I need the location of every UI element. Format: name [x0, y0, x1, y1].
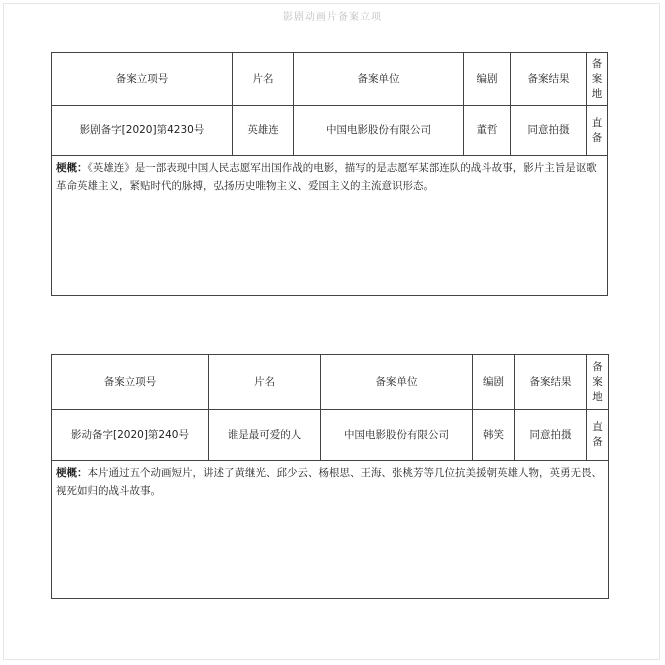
header-film-title: 片名 — [209, 355, 321, 410]
cell-filing-result: 同意拍摄 — [515, 410, 587, 461]
synopsis-label: 梗概： — [56, 467, 88, 479]
synopsis-cell — [52, 156, 608, 296]
synopsis-text: 本片通过五个动画短片，讲述了黄继光、邱少云、杨根思、王海、张桃芳等几位抗美援朝英雄人物，英勇无畏、视死如归的战斗故事。 — [56, 467, 602, 497]
cell-film-title: 英雄连 — [233, 106, 294, 156]
header-filing-result: 备案结果 — [515, 355, 587, 410]
cell-filing-place: 直 备 — [587, 410, 609, 461]
header-film-title: 片名 — [233, 53, 294, 106]
header-filing-number: 备案立项号 — [52, 53, 233, 106]
header-filing-place: 备 案 地 — [587, 53, 608, 106]
cell-screenwriter: 韩笑 — [473, 410, 515, 461]
cell-filing-place: 直 备 — [587, 106, 608, 156]
header-filing-place: 备 案 地 — [587, 355, 609, 410]
filing-record-table — [51, 52, 608, 296]
header-filing-number: 备案立项号 — [52, 355, 209, 410]
cell-filing-number: 影剧备字[2020]第4230号 — [52, 106, 233, 156]
cell-filing-unit: 中国电影股份有限公司 — [321, 410, 473, 461]
cell-filing-number: 影动备字[2020]第240号 — [52, 410, 209, 461]
cell-filing-result: 同意拍摄 — [511, 106, 587, 156]
synopsis-label: 梗概： — [56, 162, 88, 174]
cell-filing-unit: 中国电影股份有限公司 — [294, 106, 464, 156]
header-filing-unit: 备案单位 — [294, 53, 464, 106]
synopsis-text: 《英雄连》是一部表现中国人民志愿军出国作战的电影，描写的是志愿军某部连队的战斗故事，影片主旨是讴歌革命英雄主义，紧贴时代的脉搏，弘扬历史唯物主义、爱国主义的主流意识形态。 — [56, 162, 597, 192]
page-header-fragment: 影剧动画片备案立项 — [283, 12, 382, 23]
header-filing-result: 备案结果 — [511, 53, 587, 106]
cell-screenwriter: 董哲 — [464, 106, 511, 156]
cell-film-title: 谁是最可爱的人 — [209, 410, 321, 461]
synopsis-cell — [52, 461, 609, 599]
header-filing-unit: 备案单位 — [321, 355, 473, 410]
header-screenwriter: 编剧 — [464, 53, 511, 106]
header-screenwriter: 编剧 — [473, 355, 515, 410]
filing-record-table — [51, 354, 609, 599]
